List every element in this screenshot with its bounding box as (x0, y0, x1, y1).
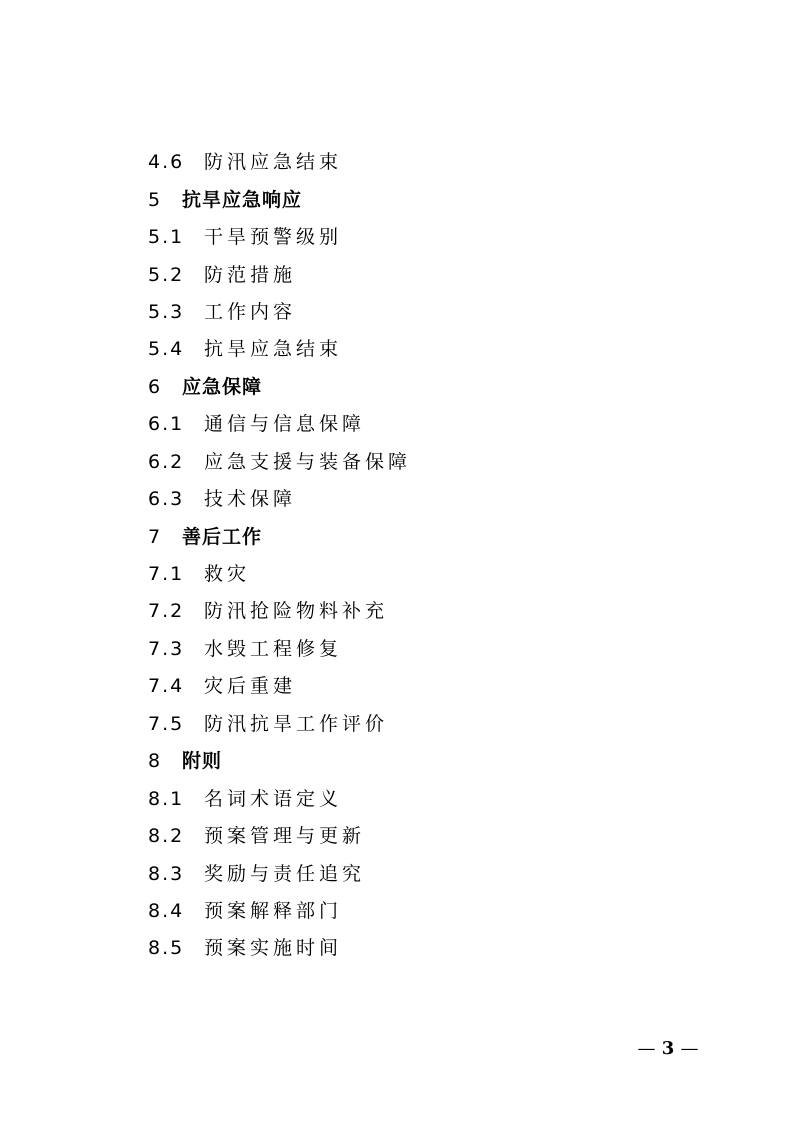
toc-item-number: 6.2 (148, 450, 185, 473)
toc-item-number: 5 (148, 188, 163, 211)
page-number (633, 1038, 703, 1059)
toc-item-number: 7.3 (148, 637, 185, 660)
page-number-dash-right: — (680, 1038, 699, 1059)
toc-subsection-item (148, 481, 708, 518)
toc-item-title: 救灾 (204, 563, 251, 586)
toc-subsection-item (148, 593, 708, 630)
toc-subsection-item (148, 144, 708, 181)
toc-item-title: 防范措施 (204, 263, 297, 286)
toc-item-title: 应急保障 (182, 375, 263, 398)
toc-item-number: 5.1 (148, 226, 185, 249)
toc-item-title: 预案实施时间 (204, 937, 343, 960)
toc-subsection-item (148, 631, 708, 668)
toc-subsection-item (148, 893, 708, 930)
toc-item-number: 8.5 (148, 937, 185, 960)
toc-subsection-item (148, 331, 708, 368)
toc-item-number: 7.4 (148, 675, 185, 698)
toc-item-number: 8.1 (148, 787, 185, 810)
toc-subsection-item (148, 556, 708, 593)
toc-subsection-item (148, 706, 708, 743)
toc-item-number: 8.4 (148, 899, 185, 922)
toc-item-number: 6 (148, 375, 163, 398)
toc-item-title: 抗旱应急响应 (182, 188, 303, 211)
toc-item-title: 工作内容 (204, 300, 297, 323)
toc-section-heading (148, 369, 708, 406)
page-number-dash-left: — (637, 1038, 656, 1059)
toc-item-number: 6.1 (148, 413, 185, 436)
toc-section-heading (148, 518, 708, 555)
toc-subsection-item (148, 818, 708, 855)
toc-item-title: 防汛抢险物料补充 (204, 600, 389, 623)
toc-item-title: 应急支援与装备保障 (204, 450, 412, 473)
toc-item-number: 5.4 (148, 338, 185, 361)
toc-item-number: 7 (148, 525, 163, 548)
toc-item-title: 通信与信息保障 (204, 413, 366, 436)
toc-item-number: 7.1 (148, 563, 185, 586)
toc-item-title: 灾后重建 (204, 675, 297, 698)
toc-item-title: 附则 (182, 750, 223, 773)
toc-section-heading (148, 743, 708, 780)
table-of-contents (148, 144, 708, 968)
toc-subsection-item (148, 219, 708, 256)
toc-item-title: 防汛应急结束 (204, 151, 343, 174)
toc-item-number: 6.3 (148, 488, 185, 511)
toc-subsection-item (148, 855, 708, 892)
toc-item-title: 水毁工程修复 (204, 637, 343, 660)
toc-item-title: 技术保障 (204, 488, 297, 511)
toc-subsection-item (148, 780, 708, 817)
toc-item-title: 善后工作 (182, 525, 263, 548)
toc-item-number: 5.2 (148, 263, 185, 286)
toc-subsection-item (148, 294, 708, 331)
toc-subsection-item (148, 406, 708, 443)
toc-subsection-item (148, 668, 708, 705)
toc-item-title: 防汛抗旱工作评价 (204, 712, 389, 735)
toc-subsection-item (148, 256, 708, 293)
toc-subsection-item (148, 930, 708, 967)
toc-item-number: 7.2 (148, 600, 185, 623)
toc-item-number: 8.2 (148, 825, 185, 848)
toc-item-number: 7.5 (148, 712, 185, 735)
toc-item-title: 干旱预警级别 (204, 226, 343, 249)
toc-item-number: 8.3 (148, 862, 185, 885)
toc-subsection-item (148, 444, 708, 481)
toc-item-title: 抗旱应急结束 (204, 338, 343, 361)
toc-item-number: 5.3 (148, 300, 185, 323)
toc-item-number: 8 (148, 750, 163, 773)
toc-item-title: 名词术语定义 (204, 787, 343, 810)
page-number-value: 3 (661, 1038, 675, 1059)
toc-item-title: 预案解释部门 (204, 899, 343, 922)
toc-item-title: 预案管理与更新 (204, 825, 366, 848)
toc-item-number: 4.6 (148, 151, 185, 174)
toc-section-heading (148, 181, 708, 218)
toc-item-title: 奖励与责任追究 (204, 862, 366, 885)
